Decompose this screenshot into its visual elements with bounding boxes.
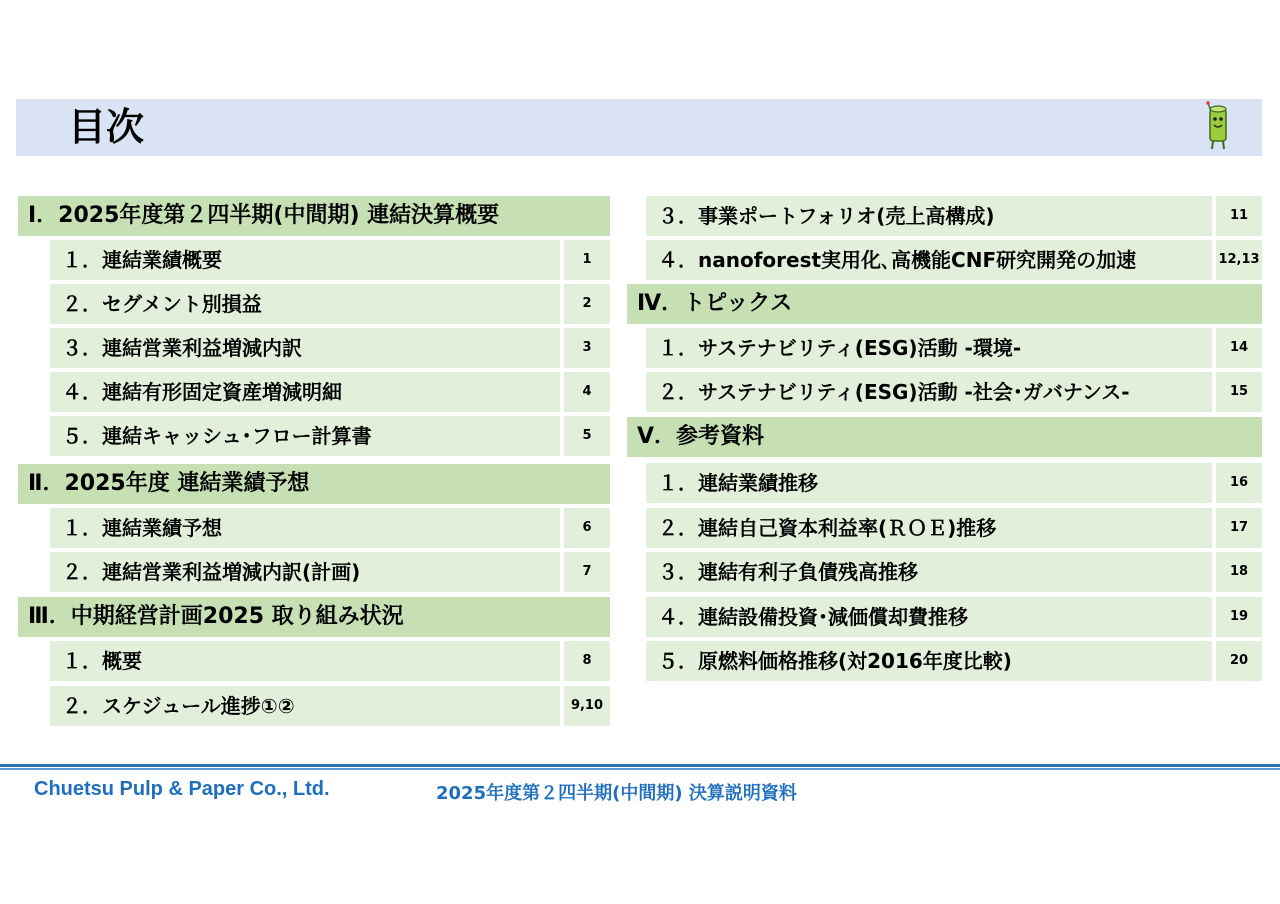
page-number: 5 — [564, 416, 610, 456]
toc-item-1-2[interactable]: ２．セグメント別損益 — [50, 284, 560, 324]
toc-item-2-2[interactable]: ２．連結営業利益増減内訳(計画) — [50, 552, 560, 592]
page-number: 8 — [564, 641, 610, 681]
page-number: 16 — [1216, 463, 1262, 503]
toc-item-1-5[interactable]: ５．連結キャッシュ･フロー計算書 — [50, 416, 560, 456]
page-number: 17 — [1216, 508, 1262, 548]
page-number: 6 — [564, 508, 610, 548]
page-number: 15 — [1216, 372, 1262, 412]
page-title: 目次 — [68, 105, 145, 149]
toc-item-5-3[interactable]: ３．連結有利子負債残高推移 — [646, 552, 1212, 592]
mascot-icon — [1203, 101, 1233, 153]
page-number: 19 — [1216, 597, 1262, 637]
toc-item-5-4[interactable]: ４．連結設備投資･減価償却費推移 — [646, 597, 1212, 637]
page-number: 7 — [564, 552, 610, 592]
toc-item-4-2[interactable]: ２．サステナビリティ(ESG)活動 -社会･ガバナンス- — [646, 372, 1212, 412]
section-4-heading[interactable]: Ⅳ．トピックス — [627, 284, 1262, 324]
toc-item-5-5[interactable]: ５．原燃料価格推移(対2016年度比較) — [646, 641, 1212, 681]
toc-item-1-6[interactable]: ３．事業ポートフォリオ(売上高構成) — [646, 196, 1212, 236]
page-number: 12,13 — [1216, 240, 1262, 280]
page-number: 14 — [1216, 328, 1262, 368]
title-band — [16, 99, 1262, 156]
toc-item-3-2[interactable]: ２．スケジュール進捗①② — [50, 686, 560, 726]
page-number: 2 — [564, 284, 610, 324]
toc-item-1-4[interactable]: ４．連結有形固定資産増減明細 — [50, 372, 560, 412]
company-name: Chuetsu Pulp & Paper Co., Ltd. — [34, 778, 330, 800]
page-number: 11 — [1216, 196, 1262, 236]
section-2-heading[interactable]: Ⅱ．2025年度 連結業績予想 — [18, 464, 610, 504]
toc-item-4-1[interactable]: １．サステナビリティ(ESG)活動 -環境- — [646, 328, 1212, 368]
page-number: 3 — [564, 328, 610, 368]
toc-item-3-1[interactable]: １．概要 — [50, 641, 560, 681]
toc-item-1-3[interactable]: ３．連結営業利益増減内訳 — [50, 328, 560, 368]
section-3-heading[interactable]: Ⅲ．中期経営計画2025 取り組み状況 — [18, 597, 610, 637]
toc-item-1-1[interactable]: １．連結業績概要 — [50, 240, 560, 280]
footer-divider-accent — [0, 768, 1280, 770]
toc-item-1-7[interactable]: ４．nanoforest実用化､高機能CNF研究開発の加速 — [646, 240, 1212, 280]
toc-item-5-2[interactable]: ２．連結自己資本利益率(ＲＯＥ)推移 — [646, 508, 1212, 548]
footer-divider — [0, 764, 1280, 767]
page-number: 9,10 — [564, 686, 610, 726]
page-number: 18 — [1216, 552, 1262, 592]
section-5-heading[interactable]: Ⅴ．参考資料 — [627, 417, 1262, 457]
page-number: 1 — [564, 240, 610, 280]
toc-item-5-1[interactable]: １．連結業績推移 — [646, 463, 1212, 503]
toc-item-2-1[interactable]: １．連結業績予想 — [50, 508, 560, 548]
document-title: 2025年度第２四半期(中間期) 決算説明資料 — [436, 783, 797, 804]
section-1-heading[interactable]: Ⅰ．2025年度第２四半期(中間期) 連結決算概要 — [18, 196, 610, 236]
page-number: 20 — [1216, 641, 1262, 681]
page-number: 4 — [564, 372, 610, 412]
